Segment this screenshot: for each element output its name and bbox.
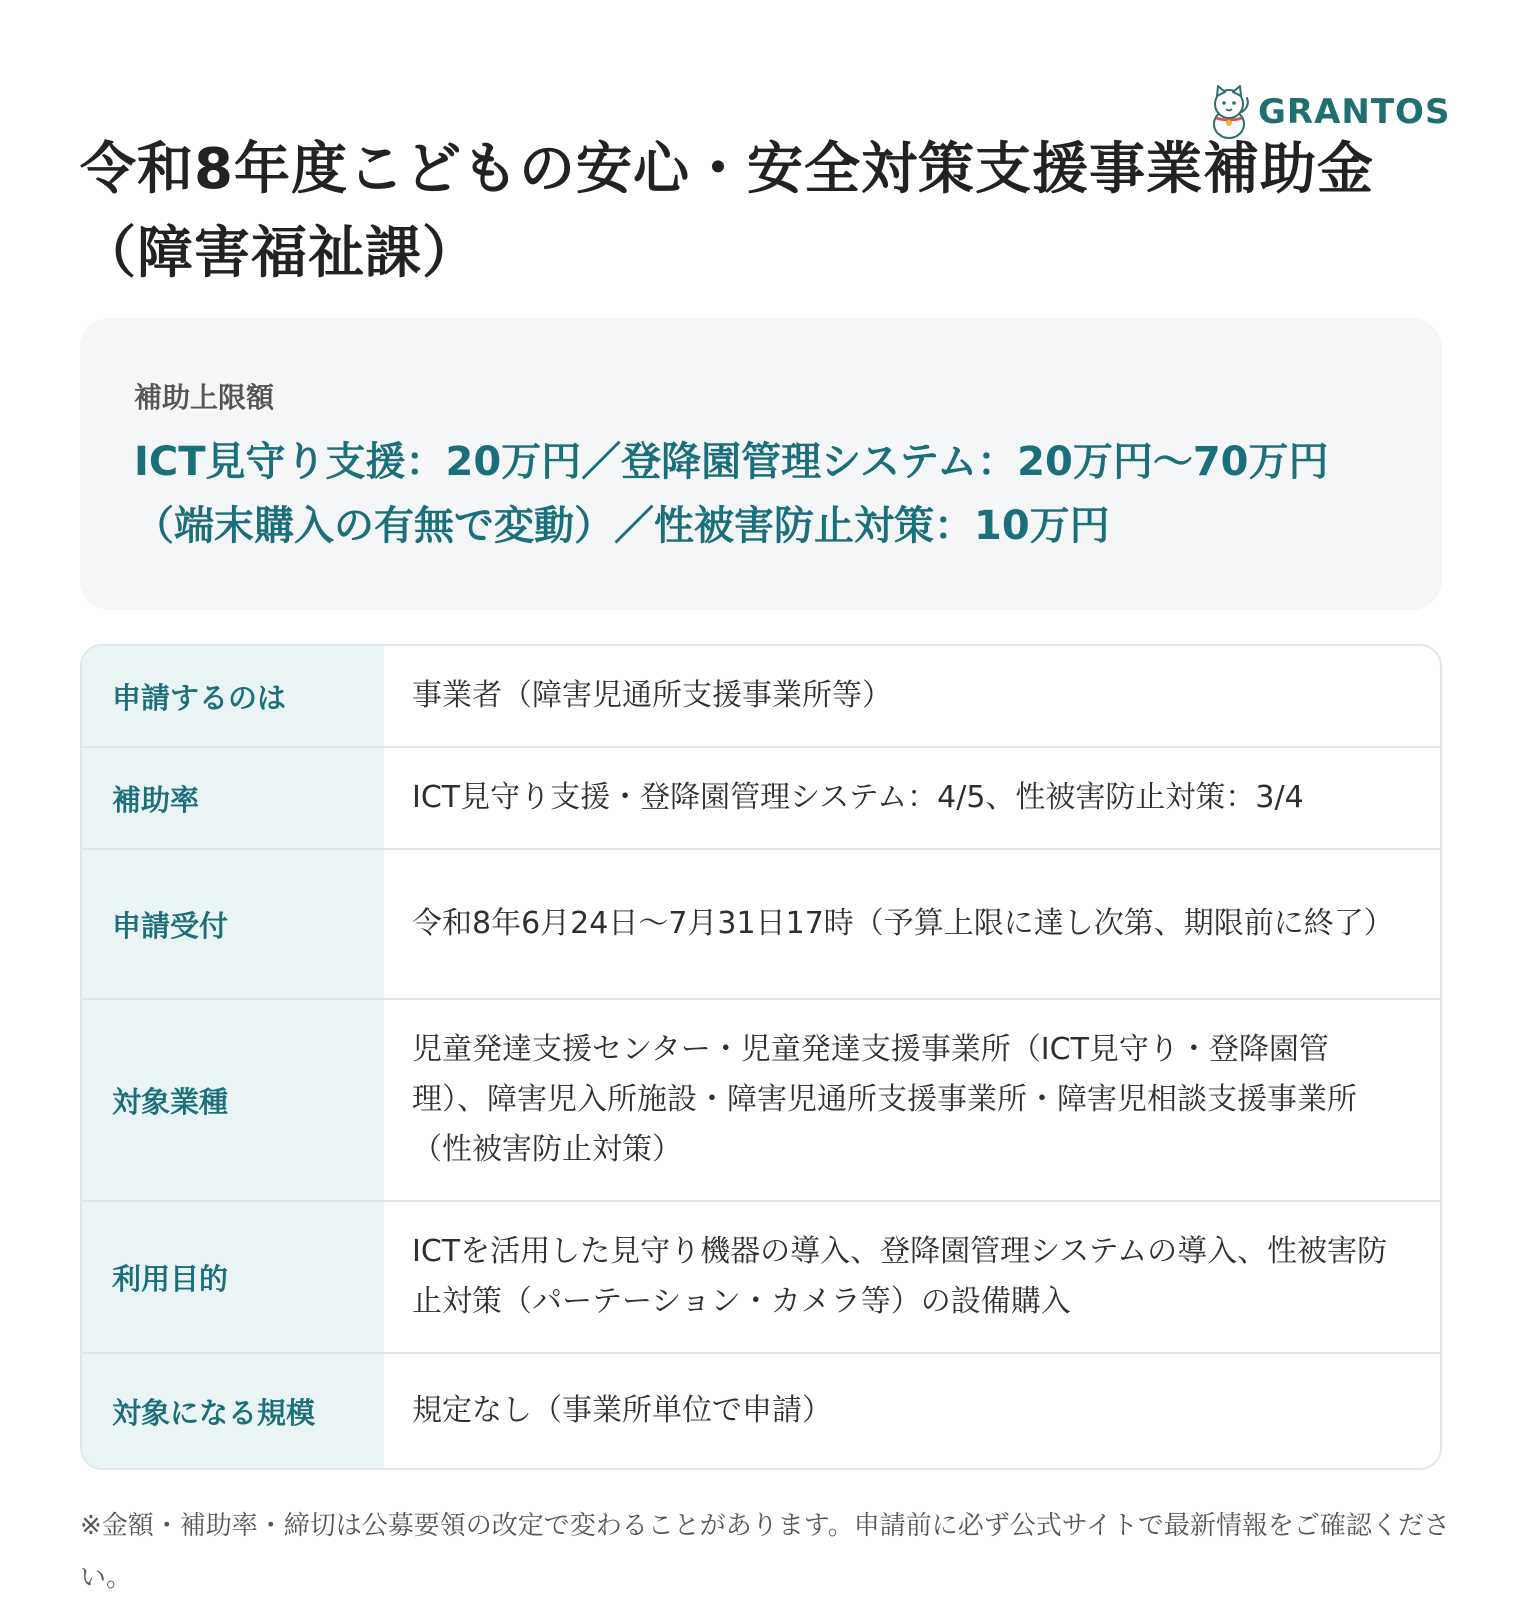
table-row-application-period [82, 850, 1440, 1000]
brand-name: GRANTOS [1258, 92, 1451, 132]
row-label: 申請するのは [82, 646, 384, 746]
row-value: 規定なし（事業所単位で申請） [412, 1393, 832, 1428]
row-label: 補助率 [82, 748, 384, 848]
page-title: 令和8年度こどもの安心・安全対策支援事業補助金（障害福祉課） [80, 137, 1374, 286]
table-row-target-scale [82, 1354, 1440, 1468]
row-value: ICT見守り支援・登降園管理システム：4/5、性被害防止対策：3/4 [412, 780, 1304, 815]
table-row-applicant [82, 646, 1440, 748]
row-label: 対象業種 [82, 1000, 384, 1200]
row-value: 令和8年6月24日〜7月31日17時（予算上限に達し次第、期限前に終了） [412, 906, 1394, 941]
row-value: 児童発達支援センター・児童発達支援事業所（ICT見守り・登降園管理）、障害児入所施設・障害児通所支援事業所・障害児相談支援事業所（性被害防止対策） [412, 1032, 1357, 1167]
row-value: 事業者（障害児通所支援事業所等） [412, 678, 892, 713]
row-value: ICTを活用した見守り機器の導入、登降園管理システムの導入、性被害防止対策（パーテーション・カメラ等）の設備購入 [412, 1234, 1388, 1319]
row-label: 利用目的 [82, 1202, 384, 1352]
footnote: ※金額・補助率・締切は公募要領の改定で変わることがあります。申請前に必ず公式サイトで最新情報をご確認ください。 [80, 1511, 1450, 1593]
table-row-target-industry [82, 1000, 1440, 1202]
row-label: 申請受付 [82, 850, 384, 998]
table-row-subsidy-rate [82, 748, 1440, 850]
subsidy-amount-card [80, 318, 1442, 610]
row-label: 対象になる規模 [82, 1354, 384, 1468]
amount-label: 補助上限額 [134, 381, 275, 414]
table-row-purpose [82, 1202, 1440, 1354]
subsidy-info-table [80, 644, 1442, 1470]
amount-value: ICT見守り支援：20万円／登降園管理システム：20万円〜70万円（端末購入の有無で変動）／性被害防止対策：10万円 [134, 439, 1329, 549]
